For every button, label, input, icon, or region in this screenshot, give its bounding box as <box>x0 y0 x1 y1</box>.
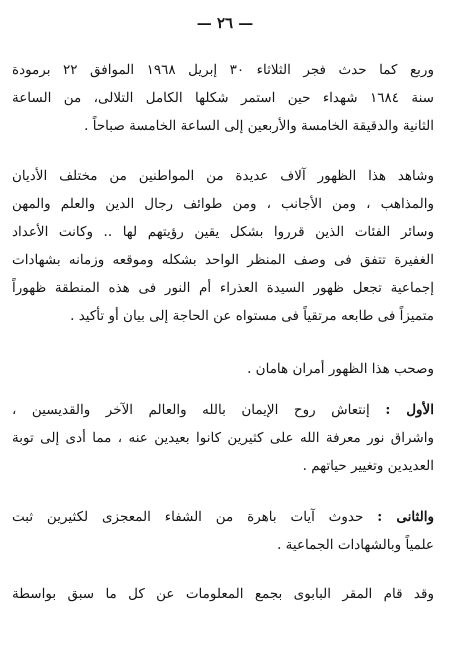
page-number: — ٢٦ — <box>196 14 254 32</box>
text-line: وقد قام المقر البابوى بجمع المعلومات عن كل ما سبق بواسطة <box>12 586 434 602</box>
text-line: علمياً وبالشهادات الجماعية . <box>277 537 434 553</box>
paragraph-apparition-time <box>12 56 434 140</box>
paragraph-first-matter <box>12 396 434 480</box>
text-line: وصحب هذا الظهور أمران هامان . <box>247 361 434 377</box>
text-line: سنة ١٦٨٤ شهداء حين استمر شكلها الكامل التلالى، من الساعة <box>12 90 434 106</box>
text-line: متميزاً فى طابعه مرتقياً فى مستواه عن الحاجة إلى بيان أو تأكيد . <box>70 308 434 324</box>
paragraph-witnesses <box>12 162 434 330</box>
text-line: وشاهد هذا الظهور آلاف عديدة من المواطنين من مختلف الأديان <box>12 168 434 184</box>
second-lead-label: والثانى : <box>377 509 434 525</box>
text-line: وسائر الفئات الذين قرروا بشكل يقين رؤيتهم لها .. وكانت الأعداد <box>12 224 434 240</box>
text-line: العديدين وتغيير حياتهم . <box>302 458 434 474</box>
text-line: والمذاهب ، ومن الأجانب ، ومن طوائف رجال الدين والعلم والمهن <box>12 196 434 212</box>
paragraph-second-matter <box>12 503 434 559</box>
text-line <box>12 503 434 531</box>
text-line: الغفيرة تتفق فى وصف المنظر الواحد بشكله وموقعه وزمانه بشهادات <box>12 252 434 268</box>
text-line: إجماعية تجعل ظهور السيدة العذراء أم النور فى هذه المنطقة ظهوراً <box>12 280 434 296</box>
text-fragment: إنتعاش روح الإيمان بالله والعالم الآخر والقديسين ، <box>12 402 386 418</box>
text-line: وربع كما حدث فجر الثلاثاء ٣٠ إبريل ١٩٦٨ الموافق ٢٢ برمودة <box>12 62 434 78</box>
first-lead-label: الأول : <box>385 402 434 418</box>
paragraph-papal-see <box>12 580 434 608</box>
text-line: الثانية والدقيقة الخامسة والأربعين إلى الساعة الخامسة صباحاً . <box>84 118 434 134</box>
text-fragment: حدوث آيات باهرة من الشفاء المعجزى لكثيرين ثبت <box>12 509 378 525</box>
paragraph-two-matters <box>12 355 434 383</box>
text-line: واشراق نور معرفة الله على كثيرين كانوا بعيدين عنه ، مما أدى إلى توبة <box>12 430 434 446</box>
text-line <box>12 396 434 424</box>
